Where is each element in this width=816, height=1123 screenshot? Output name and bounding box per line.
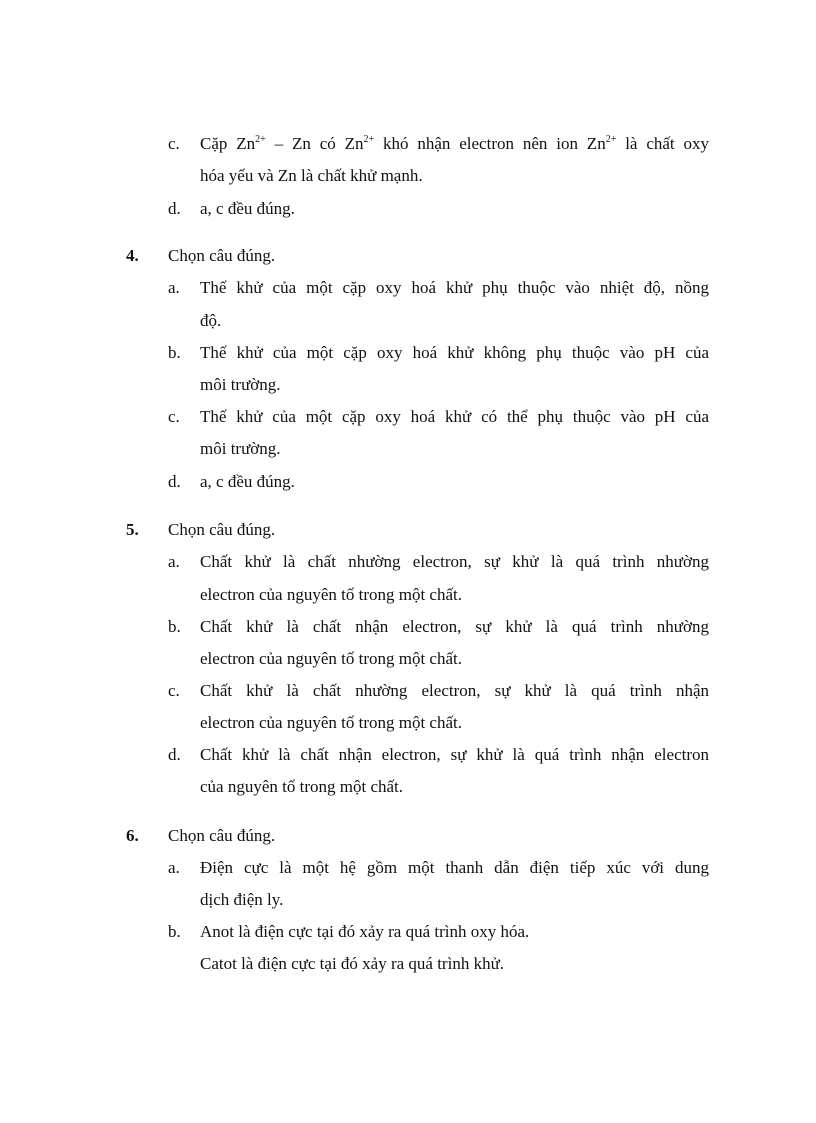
q4-stem: Chọn câu đúng. [168, 246, 276, 265]
q4-option-a-line2: độ. [200, 311, 222, 330]
q3-c-text-2: – Zn có Zn [265, 134, 364, 153]
q3-option-c-line1 [200, 134, 709, 154]
q5-option-b-line2: electron của nguyên tố trong một chất. [200, 649, 462, 668]
q6-option-b-line1: Anot là điện cực tại đó xảy ra quá trình oxy hóa. [200, 922, 530, 941]
q3-option-d-letter: d. [168, 199, 181, 218]
q5-option-c-line2: electron của nguyên tố trong một chất. [200, 713, 462, 732]
q4-number: 4. [126, 246, 139, 265]
q4-option-d-line1: a, c đều đúng. [200, 472, 295, 491]
q6-option-a-line2: dịch điện ly. [200, 890, 284, 909]
q3-c-sup-2: 2+ [363, 134, 375, 145]
q5-option-a-letter: a. [168, 552, 180, 571]
q4-option-b-letter: b. [168, 343, 181, 362]
q4-option-a-letter: a. [168, 278, 180, 297]
q6-stem: Chọn câu đúng. [168, 826, 276, 845]
q5-option-d-letter: d. [168, 745, 181, 764]
q3-c-text-3: khó nhận electron nên ion Zn [374, 134, 606, 153]
q4-option-d-letter: d. [168, 472, 181, 491]
q5-option-b-letter: b. [168, 617, 181, 636]
q4-option-c-line1: Thế khử của một cặp oxy hoá khử có thể phụ thuộc vào pH của [200, 407, 709, 426]
q4-option-a-line1: Thế khử của một cặp oxy hoá khử phụ thuộc vào nhiệt độ, nồng [200, 278, 709, 297]
q3-c-text-4: là chất oxy [616, 134, 709, 153]
q3-option-d-text: a, c đều đúng. [200, 199, 295, 218]
q3-c-text-1: Cặp Zn [200, 134, 256, 153]
q4-option-c-line2: môi trường. [200, 439, 281, 458]
q3-c-sup-1: 2+ [255, 134, 266, 145]
q6-option-b-line2: Catot là điện cực tại đó xảy ra quá trình khử. [200, 954, 505, 973]
q3-option-c-line2: hóa yếu và Zn là chất khử mạnh. [200, 166, 423, 185]
q3-c-sup-3: 2+ [605, 134, 617, 145]
q5-option-d-line2: của nguyên tố trong một chất. [200, 777, 404, 796]
q5-option-c-line1: Chất khử là chất nhường electron, sự khử là quá trình nhận [200, 681, 709, 700]
q4-option-c-letter: c. [168, 407, 180, 426]
q5-option-c-letter: c. [168, 681, 180, 700]
q6-option-b-letter: b. [168, 922, 181, 941]
q6-option-a-letter: a. [168, 858, 180, 877]
q5-option-b-line1: Chất khử là chất nhận electron, sự khử là quá trình nhường [200, 617, 709, 636]
q5-number: 5. [126, 520, 139, 539]
q5-stem: Chọn câu đúng. [168, 520, 276, 539]
q4-option-b-line1: Thế khử của một cặp oxy hoá khử không phụ thuộc vào pH của [200, 343, 709, 362]
q4-option-b-line2: môi trường. [200, 375, 281, 394]
q3-option-c-letter: c. [168, 134, 180, 153]
q6-option-a-line1: Điện cực là một hệ gồm một thanh dẫn điện tiếp xúc với dung [200, 858, 709, 877]
q6-number: 6. [126, 826, 139, 845]
q5-option-d-line1: Chất khử là chất nhận electron, sự khử là quá trình nhận electron [200, 745, 709, 764]
q5-option-a-line2: electron của nguyên tố trong một chất. [200, 585, 462, 604]
q5-option-a-line1: Chất khử là chất nhường electron, sự khử là quá trình nhường [200, 552, 709, 571]
